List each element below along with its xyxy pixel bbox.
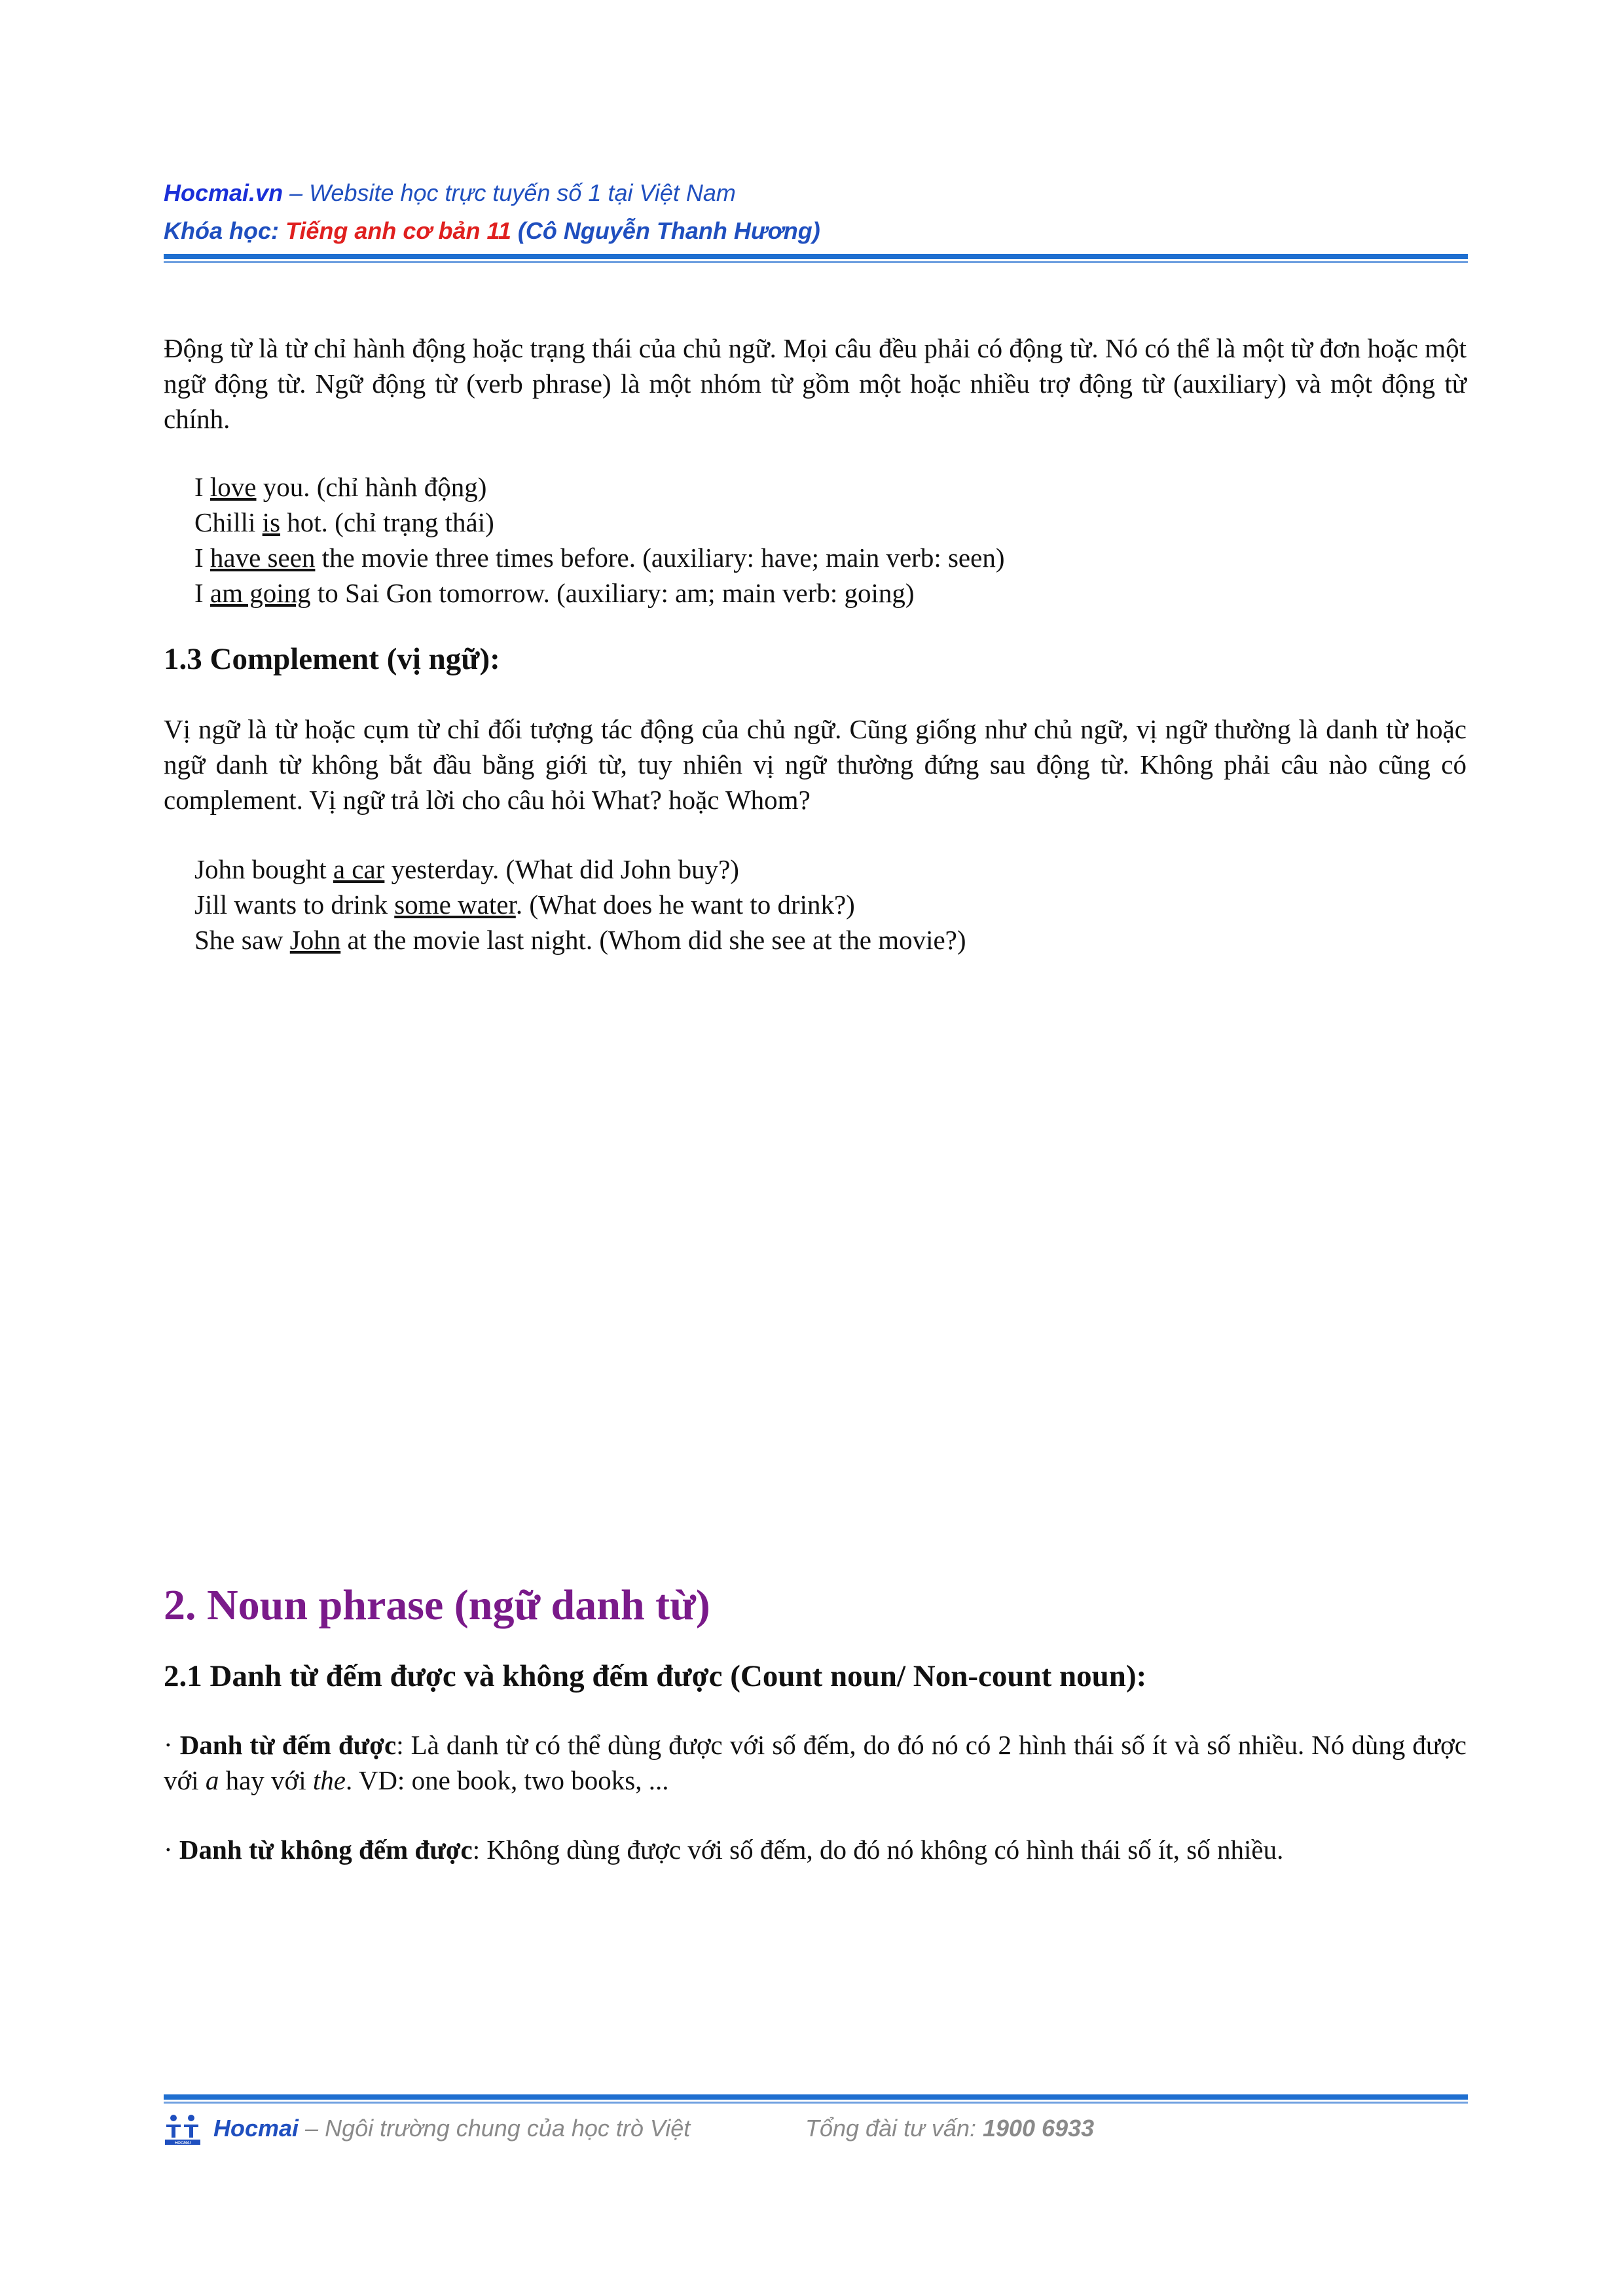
verb-example: Chilli is hot. (chỉ trạng thái) (194, 507, 494, 537)
footer-brand: Hocmai – Ngôi trường chung của học trò Việt (213, 2115, 691, 2142)
noncount-noun-term: Danh từ không đếm được (179, 1835, 473, 1865)
footer-row (164, 2109, 1467, 2148)
document-body (164, 331, 1467, 1867)
svg-text:HOCMAI: HOCMAI (174, 2142, 191, 2145)
site-tagline: – Website học trực tuyến số 1 tại Việt Nam (283, 179, 736, 206)
count-noun-paragraph: · Danh từ đếm được: Là danh từ có thể dùng được với số đếm, do đó nó có 2 hình thái số ít và số nhiều. Nó dùng được với a hay với the. VD: one book, two books, ... (164, 1730, 1467, 1795)
complement-examples (164, 852, 1467, 958)
site-link[interactable]: Hocmai.vn (164, 179, 283, 206)
noun-phrase-heading: 2. Noun phrase (ngữ danh từ) (164, 1581, 710, 1629)
hotline-number[interactable]: 1900 6933 (982, 2115, 1095, 2142)
course-name: Tiếng anh cơ bản 11 (285, 217, 511, 244)
verb-example: I have seen the movie three times before. (auxiliary: have; main verb: seen) (194, 543, 1005, 573)
complement-example: Jill wants to drink some water. (What does he want to drink?) (194, 889, 855, 920)
hocmai-logo-icon (164, 2113, 202, 2145)
course-label: Khóa học: (164, 217, 285, 244)
verb-paragraph: Động từ là từ chỉ hành động hoặc trạng thái của chủ ngữ. Mọi câu đều phải có động từ. Nó có thể là một từ đơn hoặc một ngữ động từ. Ngữ động từ (verb phrase) là một nhóm từ gồm một hoặc nhiều trợ động từ (auxiliary) và một động từ chính. (164, 333, 1467, 434)
header-divider (164, 254, 1468, 263)
noncount-noun-paragraph: · Danh từ không đếm được: Không dùng được với số đếm, do đó nó không có hình thái số ít, số nhiều. (164, 1835, 1284, 1865)
complement-example: John bought a car yesterday. (What did John buy?) (194, 854, 739, 884)
footer-hotline: Tổng đài tư vấn: 1900 6933 (805, 2115, 1095, 2142)
verb-example: I am going to Sai Gon tomorrow. (auxiliary: am; main verb: going) (194, 578, 915, 608)
page-header (164, 174, 1467, 250)
header-line-2 (164, 212, 1467, 250)
complement-example: She saw John at the movie last night. (Whom did she see at the movie?) (194, 925, 966, 955)
verb-example: I love you. (chỉ hành động) (194, 472, 487, 502)
complement-paragraph: Vị ngữ là từ hoặc cụm từ chỉ đối tượng tác động của chủ ngữ. Cũng giống như chủ ngữ, vị ngữ thường là danh từ hoặc ngữ danh từ không bắt đầu bằng giới từ, tuy nhiên vị ngữ thường đứng sau động từ. Không phải câu nào cũng có complement. Vị ngữ trả lời cho câu hỏi What? hoặc Whom? (164, 714, 1467, 815)
course-teacher: (Cô Nguyễn Thanh Hương) (511, 217, 820, 244)
footer-divider (164, 2094, 1468, 2104)
count-noun-term: Danh từ đếm được (179, 1730, 397, 1760)
verb-examples (164, 469, 1467, 611)
count-noun-subheading: 2.1 Danh từ đếm được và không đếm được (Count noun/ Non-count noun): (164, 1659, 1147, 1693)
complement-heading: 1.3 Complement (vị ngữ): (164, 642, 500, 676)
header-line-1 (164, 174, 1467, 212)
